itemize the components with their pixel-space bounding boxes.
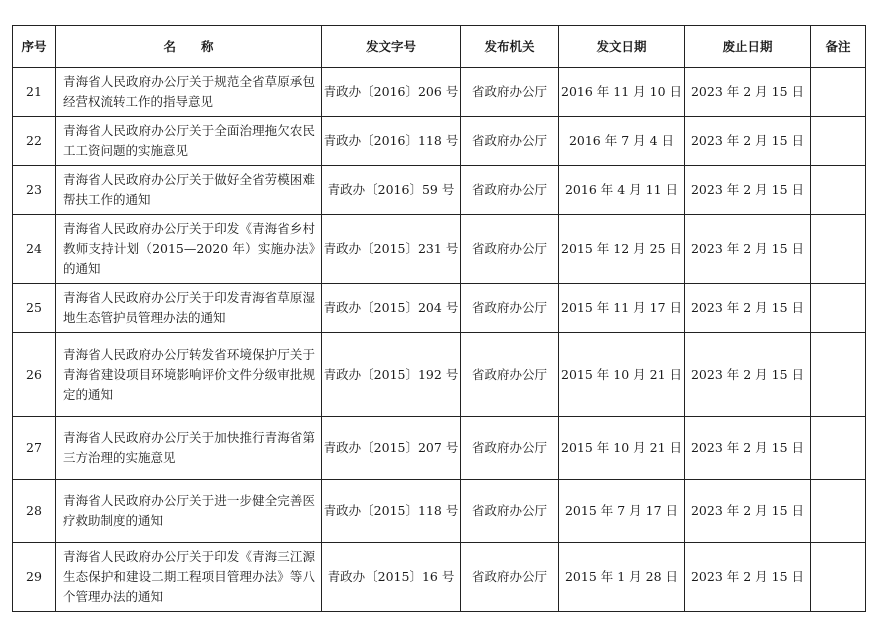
cell-repeal-date: 2023 年 2 月 15 日 — [685, 166, 811, 215]
cell-issuer: 省政府办公厅 — [461, 215, 559, 284]
cell-doc-number: 青政办〔2016〕206 号 — [322, 68, 461, 117]
table-row — [13, 166, 866, 215]
table-row — [13, 417, 866, 480]
cell-repeal-date: 2023 年 2 月 15 日 — [685, 68, 811, 117]
cell-name: 青海省人民政府办公厅关于做好全省劳模困难帮扶工作的通知 — [56, 166, 322, 215]
cell-issue-date: 2015 年 12 月 25 日 — [559, 215, 685, 284]
cell-name: 青海省人民政府办公厅关于印发《青海省乡村教师支持计划（2015—2020 年）实施办法》的通知 — [56, 215, 322, 284]
cell-repeal-date: 2023 年 2 月 15 日 — [685, 215, 811, 284]
cell-remark — [811, 543, 866, 612]
cell-doc-number: 青政办〔2015〕207 号 — [322, 417, 461, 480]
col-header-issue-date: 发文日期 — [559, 26, 685, 68]
cell-remark — [811, 117, 866, 166]
col-header-doc-number: 发文字号 — [322, 26, 461, 68]
cell-serial: 25 — [13, 284, 56, 333]
cell-issue-date: 2016 年 7 月 4 日 — [559, 117, 685, 166]
table-row — [13, 543, 866, 612]
document-table — [12, 25, 866, 612]
cell-remark — [811, 215, 866, 284]
cell-doc-number: 青政办〔2016〕118 号 — [322, 117, 461, 166]
cell-doc-number: 青政办〔2015〕192 号 — [322, 333, 461, 417]
cell-remark — [811, 333, 866, 417]
table-row — [13, 333, 866, 417]
cell-repeal-date: 2023 年 2 月 15 日 — [685, 333, 811, 417]
col-header-issuer: 发布机关 — [461, 26, 559, 68]
col-header-serial: 序号 — [13, 26, 56, 68]
cell-repeal-date: 2023 年 2 月 15 日 — [685, 117, 811, 166]
cell-issue-date: 2015 年 10 月 21 日 — [559, 417, 685, 480]
cell-issuer: 省政府办公厅 — [461, 333, 559, 417]
cell-serial: 29 — [13, 543, 56, 612]
cell-serial: 28 — [13, 480, 56, 543]
cell-remark — [811, 480, 866, 543]
cell-issue-date: 2015 年 1 月 28 日 — [559, 543, 685, 612]
cell-remark — [811, 284, 866, 333]
table-row — [13, 215, 866, 284]
cell-doc-number: 青政办〔2015〕16 号 — [322, 543, 461, 612]
table-row — [13, 68, 866, 117]
cell-remark — [811, 166, 866, 215]
cell-remark — [811, 417, 866, 480]
table-row — [13, 480, 866, 543]
cell-name: 青海省人民政府办公厅关于印发青海省草原湿地生态管护员管理办法的通知 — [56, 284, 322, 333]
cell-name: 青海省人民政府办公厅关于规范全省草原承包经营权流转工作的指导意见 — [56, 68, 322, 117]
cell-name: 青海省人民政府办公厅关于印发《青海三江源生态保护和建设二期工程项目管理办法》等八个管理办法的通知 — [56, 543, 322, 612]
table-row — [13, 117, 866, 166]
cell-issue-date: 2015 年 10 月 21 日 — [559, 333, 685, 417]
cell-name: 青海省人民政府办公厅关于加快推行青海省第三方治理的实施意见 — [56, 417, 322, 480]
col-header-repeal-date: 废止日期 — [685, 26, 811, 68]
cell-serial: 21 — [13, 68, 56, 117]
cell-repeal-date: 2023 年 2 月 15 日 — [685, 543, 811, 612]
cell-issuer: 省政府办公厅 — [461, 417, 559, 480]
cell-doc-number: 青政办〔2015〕118 号 — [322, 480, 461, 543]
cell-name: 青海省人民政府办公厅转发省环境保护厅关于青海省建设项目环境影响评价文件分级审批规定的通知 — [56, 333, 322, 417]
cell-remark — [811, 68, 866, 117]
header-row — [13, 26, 866, 68]
cell-issue-date: 2015 年 7 月 17 日 — [559, 480, 685, 543]
cell-issuer: 省政府办公厅 — [461, 166, 559, 215]
cell-repeal-date: 2023 年 2 月 15 日 — [685, 284, 811, 333]
table-row — [13, 284, 866, 333]
col-header-name: 名 称 — [56, 26, 322, 68]
cell-issue-date: 2015 年 11 月 17 日 — [559, 284, 685, 333]
cell-issuer: 省政府办公厅 — [461, 480, 559, 543]
col-header-remark: 备注 — [811, 26, 866, 68]
cell-serial: 22 — [13, 117, 56, 166]
cell-issuer: 省政府办公厅 — [461, 284, 559, 333]
cell-serial: 27 — [13, 417, 56, 480]
cell-serial: 26 — [13, 333, 56, 417]
cell-doc-number: 青政办〔2015〕231 号 — [322, 215, 461, 284]
cell-issue-date: 2016 年 11 月 10 日 — [559, 68, 685, 117]
cell-issuer: 省政府办公厅 — [461, 543, 559, 612]
cell-issuer: 省政府办公厅 — [461, 117, 559, 166]
cell-repeal-date: 2023 年 2 月 15 日 — [685, 480, 811, 543]
cell-issuer: 省政府办公厅 — [461, 68, 559, 117]
cell-name: 青海省人民政府办公厅关于进一步健全完善医疗救助制度的通知 — [56, 480, 322, 543]
cell-serial: 24 — [13, 215, 56, 284]
cell-doc-number: 青政办〔2016〕59 号 — [322, 166, 461, 215]
cell-doc-number: 青政办〔2015〕204 号 — [322, 284, 461, 333]
cell-issue-date: 2016 年 4 月 11 日 — [559, 166, 685, 215]
cell-name: 青海省人民政府办公厅关于全面治理拖欠农民工工资问题的实施意见 — [56, 117, 322, 166]
cell-repeal-date: 2023 年 2 月 15 日 — [685, 417, 811, 480]
cell-serial: 23 — [13, 166, 56, 215]
